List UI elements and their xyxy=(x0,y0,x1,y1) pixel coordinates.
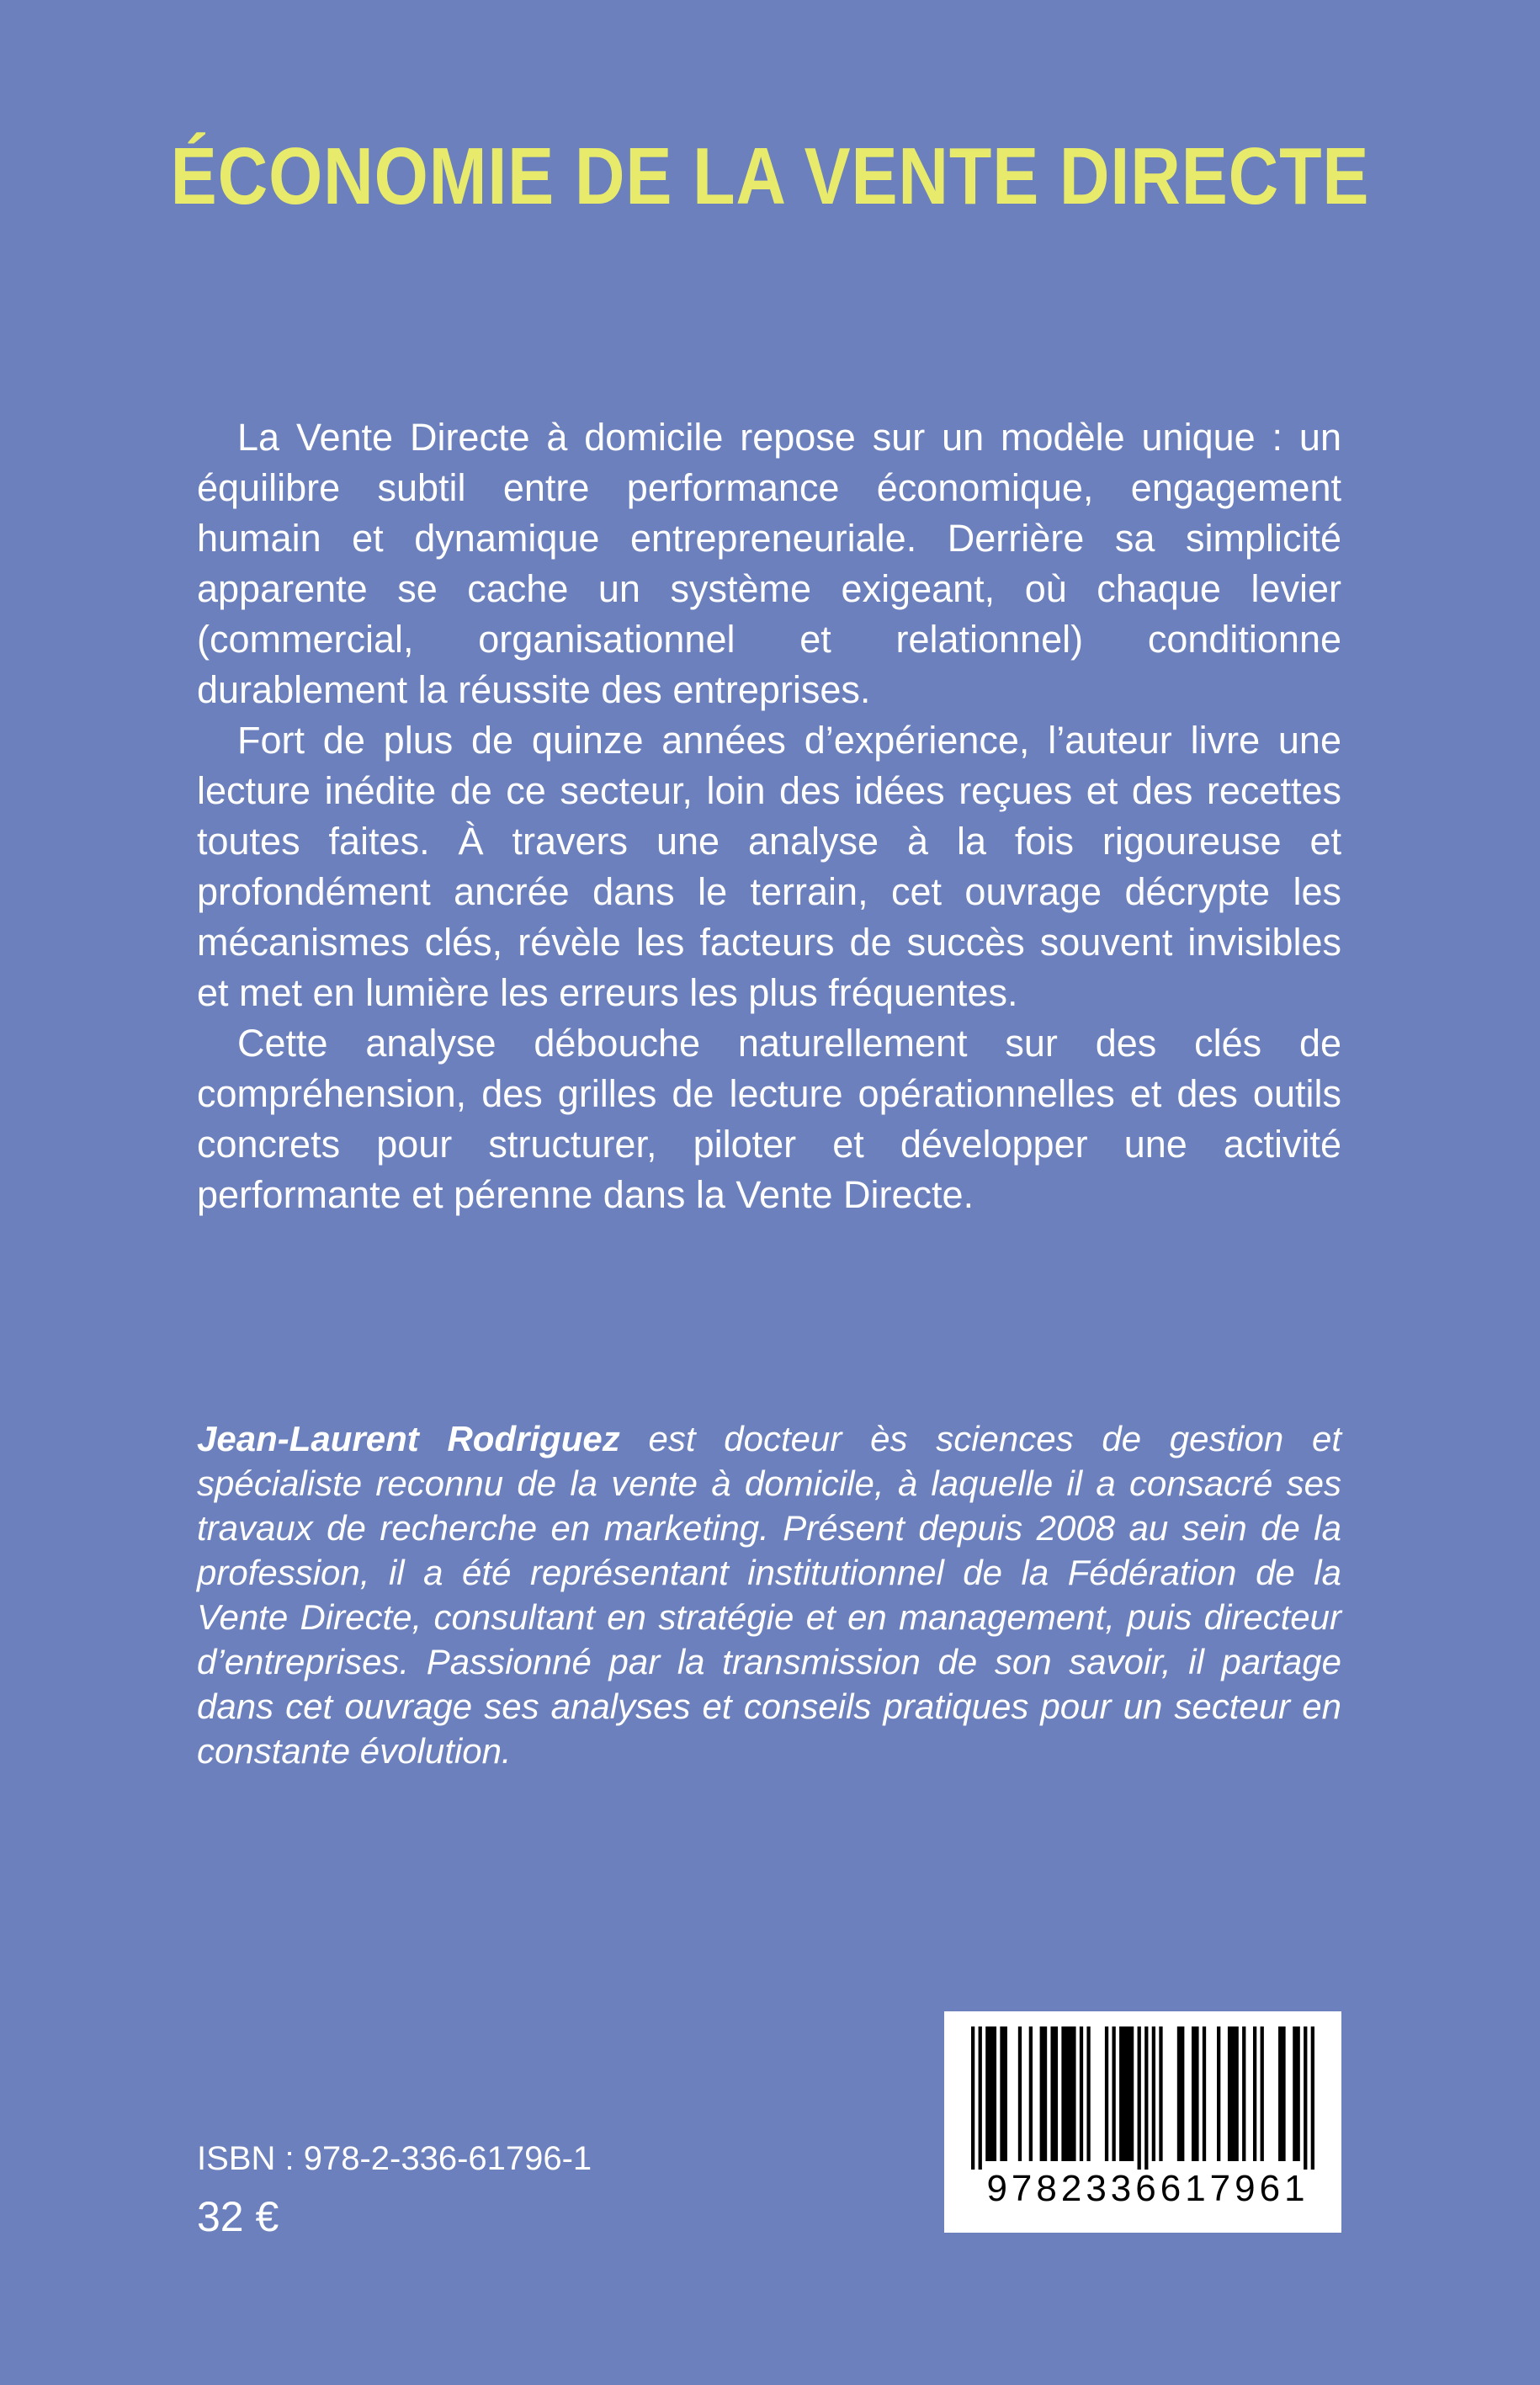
barcode-bar xyxy=(1061,2026,1075,2161)
book-title: ÉCONOMIE DE LA VENTE DIRECTE xyxy=(170,131,1370,221)
barcode-bar xyxy=(1311,2026,1314,2170)
barcode-bar xyxy=(985,2026,996,2161)
author-bio-text: est docteur ès sciences de gestion et spécialiste reconnu de la vente à domicile, à laquelle il a consacré ses travaux de recherche en marketing. Présent depuis 2008 au sein de la profession, il a été représentant institutionnel de la Fédération de la Vente Directe, consultant en stratégie et en management, puis directeur d’entreprises. Passionné par la transmission de son savoir, il partage dans cet ouvrage ses analyses et conseils pratiques pour un secteur en constante évolution. xyxy=(197,1419,1341,1771)
back-cover-blurb xyxy=(197,412,1341,1220)
barcode-bar xyxy=(1086,2026,1090,2161)
barcode-bar xyxy=(1278,2026,1286,2161)
barcode-bar xyxy=(1050,2026,1058,2161)
author-bio xyxy=(197,1416,1341,1773)
barcode-bar xyxy=(1040,2026,1048,2161)
blurb-paragraph-1: La Vente Directe à domicile repose sur un modèle unique : un équilibre subtil entre performance économique, engagement humain et dynamique entrepreneuriale. Derrière sa simplicité apparente se cache un système exigeant, où chaque levier (commercial, organisationnel et relationnel) conditionne durablement la réussite des entreprises. xyxy=(197,416,1341,711)
barcode-bar xyxy=(1152,2026,1155,2161)
barcode-bars xyxy=(971,2026,1314,2170)
barcode-bar xyxy=(1138,2026,1141,2170)
barcode-bar xyxy=(1217,2026,1220,2161)
barcode-bar xyxy=(1029,2026,1033,2161)
barcode-bar xyxy=(1192,2026,1199,2161)
barcode-bar xyxy=(1203,2026,1206,2161)
barcode-bar xyxy=(1177,2026,1185,2161)
barcode-bar xyxy=(1228,2026,1239,2161)
price-label: 32 € xyxy=(197,2193,279,2240)
barcode-bar xyxy=(979,2026,982,2170)
barcode-bar xyxy=(1253,2026,1256,2161)
blurb-paragraph-2: Fort de plus de quinze années d’expérience, l’auteur livre une lecture inédite de ce secteur, loin des idées reçues et des recettes toutes faites. À travers une analyse à la fois rigoureuse et profondément ancrée dans le terrain, cet ouvrage décrypte les mécanismes clés, révèle les facteurs de succès souvent invisibles et met en lumière les erreurs les plus fréquentes. xyxy=(197,719,1341,1014)
barcode-bar xyxy=(1000,2026,1007,2161)
blurb-paragraph-3: Cette analyse débouche naturellement sur des clés de compréhension, des grilles de lecture opérationnelles et des outils concrets pour structurer, piloter et développer une activité performante et pérenne dans la Vente Directe. xyxy=(197,1022,1341,1216)
barcode-bar xyxy=(1119,2026,1134,2161)
barcode-bar xyxy=(1304,2026,1307,2170)
barcode-bar xyxy=(1105,2026,1108,2161)
barcode-bar xyxy=(1242,2026,1245,2161)
barcode-bar xyxy=(1080,2026,1083,2161)
barcode-digits: 9782336617961 xyxy=(986,2168,1309,2209)
isbn-label: ISBN : 978-2-336-61796-1 xyxy=(197,2140,592,2177)
barcode-bar xyxy=(1144,2026,1148,2170)
barcode-bar xyxy=(1112,2026,1115,2161)
author-bio-paragraph xyxy=(197,1416,1341,1773)
barcode-bar xyxy=(1018,2026,1022,2161)
author-name: Jean-Laurent Rodriguez xyxy=(197,1419,620,1458)
barcode-bar xyxy=(1261,2026,1264,2161)
barcode-bar xyxy=(1159,2026,1162,2161)
barcode-bar xyxy=(971,2026,974,2170)
barcode-bar xyxy=(1293,2026,1300,2161)
barcode xyxy=(944,2011,1341,2233)
